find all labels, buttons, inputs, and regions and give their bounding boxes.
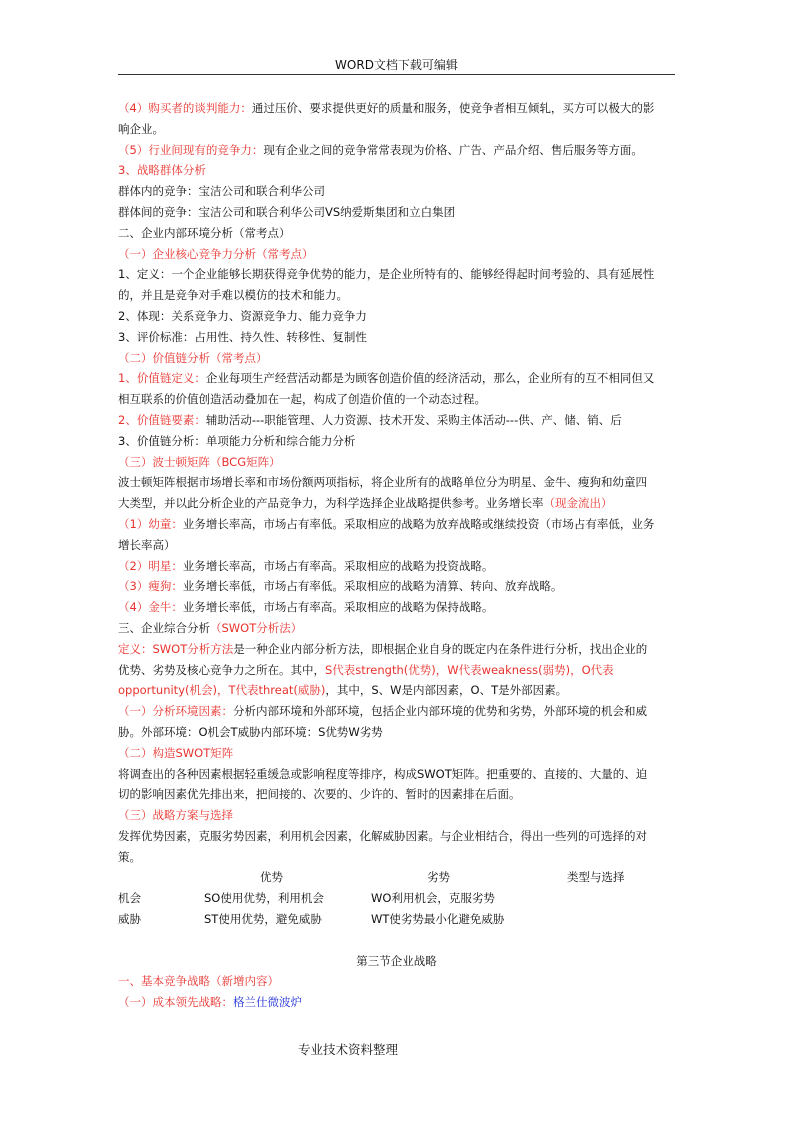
heading-buyer-bargaining: （4）购买者的谈判能力：	[118, 101, 252, 115]
swot-cell-wt: WT使劣势最小化避免威胁	[371, 912, 505, 927]
paragraph-line	[118, 493, 678, 514]
paragraph-line	[118, 597, 678, 618]
term-value-chain-elements: 2、价值链要素：	[118, 412, 206, 427]
paragraph-line	[118, 368, 678, 389]
text: 辅助活动---职能管理、人力资源、技术开发、采购主体活动---供、产、储、销、后	[205, 412, 622, 427]
swot-header-type-choice: 类型与选择	[567, 870, 625, 885]
example-link[interactable]: 格兰仕微波炉	[233, 995, 302, 1010]
blank-line	[118, 930, 678, 951]
swot-cell-so: SO使用优势，利用机会	[204, 891, 324, 906]
paragraph-line	[118, 98, 678, 119]
paragraph-line	[118, 410, 678, 431]
paragraph-line	[118, 992, 678, 1013]
paragraph-line	[118, 639, 678, 660]
paragraph-line: 群体内的竞争：宝洁公司和联合利华公司	[118, 184, 325, 199]
heading-analyze-environment: （一）分析环境因素：	[118, 704, 233, 719]
text: 分析内部环境和外部环境，包括企业内部环境的优势和劣势，外部环境的机会和威	[233, 704, 647, 719]
paragraph-line	[118, 660, 678, 681]
swot-table-header	[118, 867, 678, 888]
paragraph-line: 响企业。	[118, 121, 164, 136]
paragraph-line	[118, 576, 678, 597]
swot-row-label: 机会	[118, 891, 141, 906]
paragraph-line	[118, 556, 678, 577]
section-heading-swot	[118, 618, 678, 639]
text: 大类型，并以此分析企业的产品竞争力，为科学选择企业战略提供参考。业务增长率	[118, 496, 544, 511]
heading-build-swot: （二）构造SWOT矩阵	[118, 745, 234, 760]
paragraph-line: 增长率高）	[118, 537, 176, 552]
section-title: 第三节企业战略	[356, 953, 437, 968]
swot-row-label: 威胁	[118, 912, 141, 927]
paragraph-line: 3、评价标准：占用性、持久性、转移性、复制性	[118, 329, 367, 344]
term-question-mark: （1）幼童：	[118, 516, 183, 531]
term-swot-method: （SWOT分析法）	[210, 620, 303, 635]
page-header: WORD文档下载可编辑	[335, 58, 458, 72]
paragraph-line: 群体间的竞争：宝洁公司和联合利华公司VS纳爱斯集团和立白集团	[118, 204, 456, 219]
text: 企业每项生产经营活动都是为顾客创造价值的经济活动，那么，企业所有的互不相同但又	[205, 371, 655, 386]
paragraph-line: 波士顿矩阵根据市场增长率和市场份额两项指标，将企业所有的战略单位分为明星、金牛、瘦狗和幼童四	[118, 475, 647, 490]
paragraph-line	[118, 680, 678, 701]
swot-header-weaknesses: 劣势	[427, 870, 450, 885]
heading-cost-leadership: （一）成本领先战略：	[118, 995, 233, 1010]
section-heading-internal-env: 二、企业内部环境分析（常考点）	[118, 225, 291, 240]
term-dog: （3）瘦狗：	[118, 579, 183, 594]
text: 现有企业之间的竞争常常表现为价格、广告、产品介绍、售后服务等方面。	[263, 142, 643, 157]
heading-bcg-matrix: （三）波士顿矩阵（BCG矩阵）	[118, 454, 281, 469]
swot-cell-wo: WO利用机会，克服劣势	[371, 891, 495, 906]
text: 业务增长率低，市场占有率高。采取相应的战略为保持战略。	[182, 600, 494, 615]
paragraph-line: 的，并且是竞争对手难以模仿的技术和能力。	[118, 288, 348, 303]
text: 业务增长率低，市场占有率低。采取相应的战略为清算、转向、放弃战略。	[182, 579, 563, 594]
swot-cell-st: ST使用优势，避免威胁	[204, 912, 322, 927]
term-value-chain-definition: 1、价值链定义：	[118, 371, 206, 386]
paragraph-line: 发挥优势因素，克服劣势因素，利用机会因素，化解威胁因素。与企业相结合，得出一些列的可选择的对	[118, 828, 647, 843]
text: ，其中，S、W是内部因素，O、T是外部因素。	[325, 683, 568, 698]
paragraph-line: 切的影响因素优先排出来，把间接的、次要的、少许的、暂时的因素排在后面。	[118, 787, 521, 802]
text: 业务增长率高，市场占有率高。采取相应的战略为投资战略。	[182, 558, 494, 573]
term-swot-definition: 定义：SWOT分析方法	[118, 641, 234, 656]
header-divider	[118, 74, 675, 75]
text: 通过压价、要求提供更好的质量和服务，使竞争者相互倾轧，买方可以极大的影	[251, 101, 655, 115]
term-swot-letters: S代表strength(优势)，W代表weakness(弱势)，O代表	[325, 662, 614, 677]
paragraph-line	[118, 140, 678, 161]
term-star: （2）明星：	[118, 558, 183, 573]
term-cash-outflow: （现金流出）	[543, 496, 613, 511]
paragraph-line: 将调查出的各种因素根据轻重缓急或影响程度等排序，构成SWOT矩阵。把重要的、直接的、大量的、迫	[118, 766, 648, 781]
page-footer: 专业技术资料整理	[297, 1042, 398, 1057]
paragraph-line: 相互联系的价值创造活动叠加在一起，构成了创造价值的一个动态过程。	[118, 392, 486, 407]
paragraph-line: 胁。外部环境：O机会T威胁内部环境：S优势W劣势	[118, 724, 383, 739]
paragraph-line: 3、价值链分析：单项能力分析和综合能力分析	[118, 433, 356, 448]
paragraph-line: 2、体现：关系竞争力、资源竞争力、能力竞争力	[118, 308, 367, 323]
paragraph-line	[118, 701, 678, 722]
text: 是一种企业内部分析方法，即根据企业自身的既定内在条件进行分析，找出企业的	[233, 641, 648, 656]
paragraph-line: 策。	[118, 849, 141, 864]
heading-rivalry: （5）行业间现有的竞争力：	[118, 142, 264, 157]
heading-core-competence: （一）企业核心竞争力分析（常考点）	[118, 246, 314, 261]
swot-table-row	[118, 909, 678, 930]
paragraph-line: 1、定义：一个企业能够长期获得竞争优势的能力，是企业所特有的、能够经得起时间考验的、具有延展性	[118, 267, 655, 282]
swot-table-row	[118, 888, 678, 909]
swot-header-strengths: 优势	[260, 870, 283, 885]
heading-basic-competitive-strategy: 一、基本竞争战略（新增内容）	[118, 974, 279, 989]
term-swot-letters-cont: opportunity(机会)，T代表threat(威胁)	[118, 683, 326, 698]
heading-strategy-options: （三）战略方案与选择	[118, 808, 233, 823]
paragraph-line	[118, 514, 678, 535]
term-cash-cow: （4）金牛：	[118, 600, 183, 615]
text: 优势、劣势及核心竞争力之所在。其中，	[118, 662, 325, 677]
heading-strategic-groups: 3、战略群体分析	[118, 163, 206, 178]
heading-value-chain: （二）价值链分析（常考点）	[118, 350, 268, 365]
text: 业务增长率高，市场占有率低。采取相应的战略为放弃战略或继续投资（市场占有率低，业务	[182, 516, 655, 531]
text: 三、企业综合分析	[118, 620, 210, 635]
document-body	[118, 98, 678, 1013]
